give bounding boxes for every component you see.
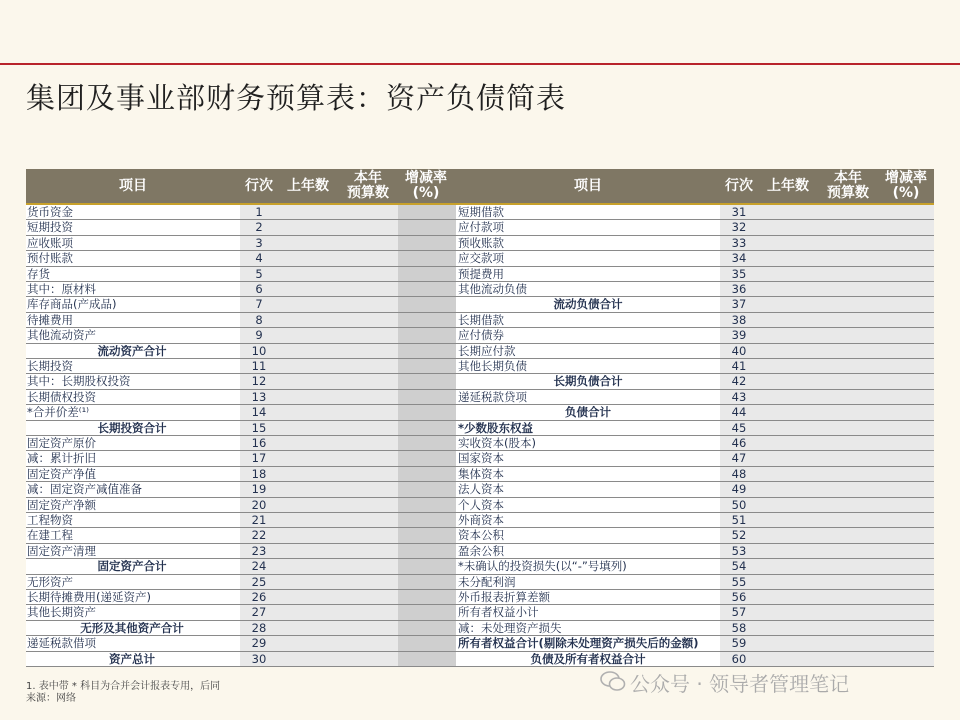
right-item-cell: 负债合计 [565, 405, 611, 420]
left-line-no-cell: 2 [255, 220, 263, 235]
left-line-no-cell: 14 [251, 405, 267, 420]
left-line-no-cell: 26 [251, 590, 267, 604]
left-item-cell: 在建工程 [27, 528, 73, 543]
right-line-no-cell: 36 [731, 282, 747, 296]
right-item-cell: 预提费用 [458, 266, 504, 281]
left-item-cell: 其中：长期股权投资 [27, 374, 131, 389]
top-red-rule [0, 63, 960, 65]
left-line-no-cell: 23 [251, 543, 267, 558]
table-row [26, 251, 934, 266]
table-row [26, 559, 934, 574]
left-line-no-cell: 27 [251, 605, 267, 620]
right-item-cell: 流动负债合计 [553, 297, 623, 312]
header-last-year-left: 上年数 [287, 177, 329, 194]
table-row [26, 590, 934, 605]
right-line-no-cell: 38 [731, 312, 747, 327]
right-line-no-cell: 45 [731, 420, 747, 435]
right-item-cell: 长期借款 [458, 312, 504, 327]
table-row [26, 482, 934, 497]
table-row [26, 652, 934, 667]
left-item-cell: 其他流动资产 [27, 328, 96, 343]
left-line-no-cell: 6 [255, 282, 263, 296]
right-item-cell: 长期应付款 [458, 343, 516, 358]
right-line-no-cell: 40 [731, 343, 747, 358]
left-line-no-cell: 13 [251, 389, 267, 404]
balance-sheet-table [26, 169, 934, 667]
right-line-no-cell: 34 [731, 251, 747, 266]
right-line-no-cell: 31 [731, 205, 747, 219]
right-item-cell: 应付债券 [458, 328, 504, 343]
left-item-cell: 固定资产清理 [27, 543, 96, 558]
left-item-cell: 流动资产合计 [97, 343, 167, 358]
table-row [26, 498, 934, 513]
right-item-cell: 资本公积 [458, 528, 504, 543]
right-line-no-cell: 46 [731, 436, 747, 450]
table-row [26, 467, 934, 482]
table-row [26, 451, 934, 466]
left-item-cell: 其他长期资产 [27, 605, 96, 620]
left-item-cell: 其中：原材料 [27, 282, 96, 296]
left-item-cell: 资产总计 [109, 651, 155, 666]
left-line-no-cell: 12 [251, 374, 267, 389]
right-line-no-cell: 37 [731, 297, 747, 312]
table-row [26, 359, 934, 374]
page-title: 集团及事业部财务预算表：资产负债简表 [26, 81, 567, 115]
right-line-no-cell: 41 [731, 359, 747, 373]
table-row [26, 636, 934, 651]
right-item-cell: 盈余公积 [458, 543, 504, 558]
table-row [26, 605, 934, 620]
right-line-no-cell: 58 [731, 620, 747, 635]
right-line-no-cell: 42 [731, 374, 747, 389]
left-item-cell: 库存商品(产成品) [27, 297, 117, 312]
header-item-right: 项目 [574, 177, 602, 194]
right-line-no-cell: 55 [731, 574, 747, 589]
right-item-cell: 递延税款贷项 [458, 389, 527, 404]
left-line-no-cell: 3 [255, 235, 263, 250]
table-row [26, 205, 934, 220]
left-line-no-cell: 18 [251, 466, 267, 481]
right-item-cell: 外商资本 [458, 513, 504, 527]
left-line-no-cell: 16 [251, 436, 267, 450]
left-line-no-cell: 21 [251, 513, 267, 527]
right-item-cell: *少数股东权益 [458, 420, 534, 435]
right-item-cell: 法人资本 [458, 482, 504, 497]
left-item-cell: *合并价差⁽¹⁾ [27, 405, 90, 420]
table-row [26, 405, 934, 420]
right-item-cell: 其他流动负债 [458, 282, 527, 296]
right-item-cell: 应交款项 [458, 251, 504, 266]
right-item-cell: 其他长期负债 [458, 359, 527, 373]
header-line-no-left: 行次 [245, 177, 273, 194]
right-item-cell: 短期借款 [458, 205, 504, 219]
table-row [26, 313, 934, 328]
left-item-cell: 固定资产净额 [27, 497, 96, 512]
right-line-no-cell: 48 [731, 466, 747, 481]
right-item-cell: 预收账款 [458, 235, 504, 250]
left-item-cell: 长期投资 [27, 359, 73, 373]
left-item-cell: 长期债权投资 [27, 389, 96, 404]
table-row [26, 236, 934, 251]
table-row [26, 621, 934, 636]
table-row [26, 344, 934, 359]
right-line-no-cell: 33 [731, 235, 747, 250]
right-line-no-cell: 60 [731, 651, 747, 666]
header-change-right: 增减率 (%) [885, 170, 927, 201]
footnote [26, 681, 220, 705]
left-line-no-cell: 28 [251, 620, 267, 635]
left-line-no-cell: 15 [251, 420, 267, 435]
header-budget-right: 本年 预算数 [827, 170, 869, 201]
left-line-no-cell: 10 [251, 343, 267, 358]
right-item-cell: 负债及所有者权益合计 [530, 651, 646, 666]
left-item-cell: 减：固定资产减值准备 [27, 482, 142, 497]
left-item-cell: 存货 [27, 266, 50, 281]
table-row [26, 513, 934, 528]
left-item-cell: 固定资产净值 [27, 466, 96, 481]
table-row [26, 374, 934, 389]
left-line-no-cell: 1 [255, 205, 263, 219]
left-item-cell: 无形及其他资产合计 [80, 620, 184, 635]
footnote-line-2: 来源：网络 [26, 693, 76, 704]
left-item-cell: 减：累计折旧 [27, 451, 96, 466]
left-line-no-cell: 20 [251, 497, 267, 512]
wechat-icon [600, 670, 626, 692]
header-last-year-right: 上年数 [767, 177, 809, 194]
left-item-cell: 长期投资合计 [97, 420, 167, 435]
right-item-cell: 实收资本(股本) [458, 436, 536, 450]
right-item-cell: 所有者权益合计(剔除未处理资产损失后的金额) [458, 636, 699, 651]
right-line-no-cell: 35 [731, 266, 747, 281]
left-item-cell: 应收账项 [27, 235, 73, 250]
left-line-no-cell: 4 [255, 251, 263, 266]
left-line-no-cell: 30 [251, 651, 267, 666]
table-row [26, 220, 934, 235]
left-item-cell: 待摊费用 [27, 312, 73, 327]
right-line-no-cell: 32 [731, 220, 747, 235]
right-line-no-cell: 54 [731, 559, 747, 574]
left-item-cell: 递延税款借项 [27, 636, 96, 651]
left-line-no-cell: 29 [251, 636, 267, 651]
right-line-no-cell: 59 [731, 636, 747, 651]
table-row [26, 267, 934, 282]
footnote-line-1: 1. 表中带 * 科目为合并会计报表专用，后同 [26, 681, 221, 692]
left-line-no-cell: 7 [255, 297, 263, 312]
table-row [26, 528, 934, 543]
right-line-no-cell: 49 [731, 482, 747, 497]
header-item-left: 项目 [119, 177, 147, 194]
right-item-cell: 国家资本 [458, 451, 504, 466]
header-budget-left: 本年 预算数 [347, 170, 389, 201]
watermark-text: 公众号 · 领导者管理笔记 [630, 672, 850, 696]
left-line-no-cell: 8 [255, 312, 263, 327]
left-line-no-cell: 22 [251, 528, 267, 543]
table-row [26, 575, 934, 590]
right-line-no-cell: 39 [731, 328, 747, 343]
table-row [26, 421, 934, 436]
right-item-cell: 个人资本 [458, 497, 504, 512]
right-line-no-cell: 43 [731, 389, 747, 404]
table-header [26, 169, 934, 205]
left-item-cell: 长期待摊费用(递延资产) [27, 590, 151, 604]
left-item-cell: 工程物资 [27, 513, 73, 527]
left-item-cell: 预付账款 [27, 251, 73, 266]
left-line-no-cell: 24 [251, 559, 267, 574]
right-item-cell: 未分配利润 [458, 574, 516, 589]
left-line-no-cell: 17 [251, 451, 267, 466]
left-line-no-cell: 19 [251, 482, 267, 497]
right-item-cell: 长期负债合计 [553, 374, 623, 389]
table-row [26, 390, 934, 405]
header-change-left: 增减率 (%) [405, 170, 447, 201]
right-item-cell: 减：未处理资产损失 [458, 620, 562, 635]
left-item-cell: 短期投资 [27, 220, 73, 235]
right-line-no-cell: 44 [731, 405, 747, 420]
right-item-cell: *未确认的投资损失(以“-”号填列) [458, 559, 627, 574]
left-line-no-cell: 25 [251, 574, 267, 589]
table-row [26, 436, 934, 451]
table-row [26, 544, 934, 559]
right-line-no-cell: 51 [731, 513, 747, 527]
left-line-no-cell: 9 [255, 328, 263, 343]
right-item-cell: 所有者权益小计 [458, 605, 539, 620]
left-line-no-cell: 5 [255, 266, 263, 281]
left-item-cell: 货币资金 [27, 205, 73, 219]
header-line-no-right: 行次 [725, 177, 753, 194]
right-item-cell: 集体资本 [458, 466, 504, 481]
right-item-cell: 应付款项 [458, 220, 504, 235]
left-item-cell: 固定资产原价 [27, 436, 96, 450]
table-row [26, 328, 934, 343]
right-line-no-cell: 47 [731, 451, 747, 466]
right-line-no-cell: 57 [731, 605, 747, 620]
left-item-cell: 固定资产合计 [97, 559, 167, 574]
right-line-no-cell: 50 [731, 497, 747, 512]
right-item-cell: 外币报表折算差额 [458, 590, 550, 604]
right-line-no-cell: 56 [731, 590, 747, 604]
right-line-no-cell: 52 [731, 528, 747, 543]
left-line-no-cell: 11 [251, 359, 267, 373]
table-row [26, 297, 934, 312]
right-line-no-cell: 53 [731, 543, 747, 558]
left-item-cell: 无形资产 [27, 574, 73, 589]
table-row [26, 282, 934, 297]
